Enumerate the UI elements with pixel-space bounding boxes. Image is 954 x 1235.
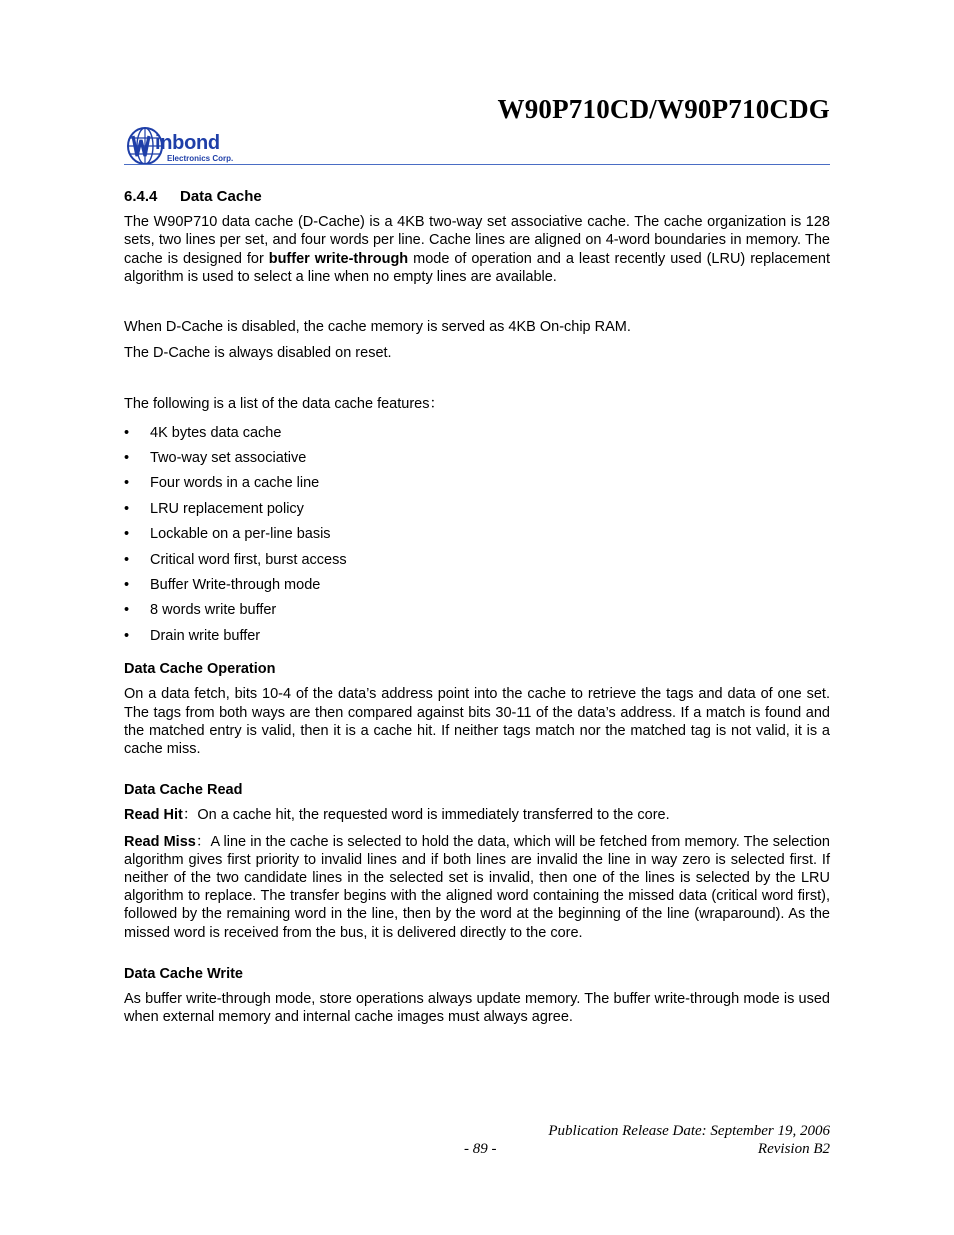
write-heading: Data Cache Write xyxy=(124,965,243,982)
feature-item xyxy=(124,525,830,550)
feature-text: Lockable on a per-line basis xyxy=(150,526,331,543)
operation-paragraph: On a data fetch, bits 10-4 of the data’s address point into the cache to retrieve the tags and data of one set. The tags from both ways are then compared against bits 30-11 of the data’s address. If a match is found and the matched entry is valid, then it is a cache hit. If neither tags match nor the matched tag is not valid, it is a cache miss. xyxy=(124,686,830,757)
reset-paragraph: The D-Cache is always disabled on reset. xyxy=(124,345,392,362)
write-paragraph: As buffer write-through mode, store operations always update memory. The buffer write-through mode is used when external memory and internal cache images must always agree. xyxy=(124,990,830,1026)
feature-item xyxy=(124,627,830,652)
feature-item xyxy=(124,500,830,525)
feature-text: 8 words write buffer xyxy=(150,602,277,619)
feature-text: LRU replacement policy xyxy=(150,500,304,517)
page-content xyxy=(124,188,830,1026)
feature-text: Critical word first, burst access xyxy=(150,551,347,568)
read-hit-paragraph: Read Hit：On a cache hit, the requested word is immediately transferred to the core. xyxy=(124,807,670,824)
feature-text: Drain write buffer xyxy=(150,627,261,644)
disabled-paragraph: When D-Cache is disabled, the cache memory is served as 4KB On-chip RAM. xyxy=(124,319,631,336)
read-miss-label: Read Miss xyxy=(124,833,196,850)
bullet-icon: • xyxy=(124,500,130,517)
feature-item xyxy=(124,576,830,601)
bullet-icon: • xyxy=(124,576,130,593)
bullet-icon: • xyxy=(124,551,130,568)
operation-heading: Data Cache Operation xyxy=(124,661,276,678)
feature-item xyxy=(124,601,830,626)
bullet-icon: • xyxy=(124,450,130,467)
read-miss-paragraph: Read Miss：A line in the cache is selected to hold the data, which will be fetched from memory. The selection algorithm gives first priority to invalid lines and if both lines are invalid the line in way zero is selected first. If neither of the two candidate lines in the selected set is invalid, then one of the lines is selected by the LRU algorithm to replace. The transfer begins with the aligned word containing the missed data (critical word first), followed by the remaining word in the line, then by the word at the beginning of the line (wraparound). As the missed word is received from the bus, it is delivered directly to the core. xyxy=(124,833,830,941)
bullet-icon: • xyxy=(124,424,130,441)
page-number: - 89 - xyxy=(464,1141,497,1157)
feature-item xyxy=(124,551,830,576)
feature-text: Two-way set associative xyxy=(150,450,307,467)
feature-text: Four words in a cache line xyxy=(150,475,320,492)
feature-item xyxy=(124,449,830,474)
intro-paragraph: The W90P710 data cache (D-Cache) is a 4KB two-way set associative cache. The cache organization is 128 sets, two lines per set, and four words per line. Cache lines are aligned on 4-word boundaries in memory. The cache is designed for buffer write-through mode of operation and a least recently used (LRU) replacement algorithm is used to select a line when no empty lines are available. xyxy=(124,214,830,285)
logo-subtitle: Electronics Corp. xyxy=(167,154,234,163)
section-heading xyxy=(124,188,830,206)
bullet-icon: • xyxy=(124,602,130,619)
header-divider xyxy=(124,164,830,165)
read-heading: Data Cache Read xyxy=(124,782,243,799)
release-date: Publication Release Date: September 19, 2006 xyxy=(548,1123,830,1139)
feature-text: 4K bytes data cache xyxy=(150,424,282,441)
bullet-icon: • xyxy=(124,627,130,644)
feature-item xyxy=(124,424,830,449)
feature-item xyxy=(124,474,830,499)
read-hit-label: Read Hit xyxy=(124,807,183,824)
logo-wordmark: inbond xyxy=(155,132,220,154)
winbond-logo xyxy=(127,126,257,166)
feature-text: Buffer Write-through mode xyxy=(150,576,321,593)
section-number: 6.4.4 xyxy=(124,188,158,205)
features-list xyxy=(124,424,830,653)
features-intro: The following is a list of the data cache features： xyxy=(124,396,444,413)
document-title: W90P710CD/W90P710CDG xyxy=(497,94,830,124)
section-title: Data Cache xyxy=(180,188,262,205)
bullet-icon: • xyxy=(124,526,130,543)
revision: Revision B2 xyxy=(757,1141,830,1157)
bullet-icon: • xyxy=(124,475,130,492)
